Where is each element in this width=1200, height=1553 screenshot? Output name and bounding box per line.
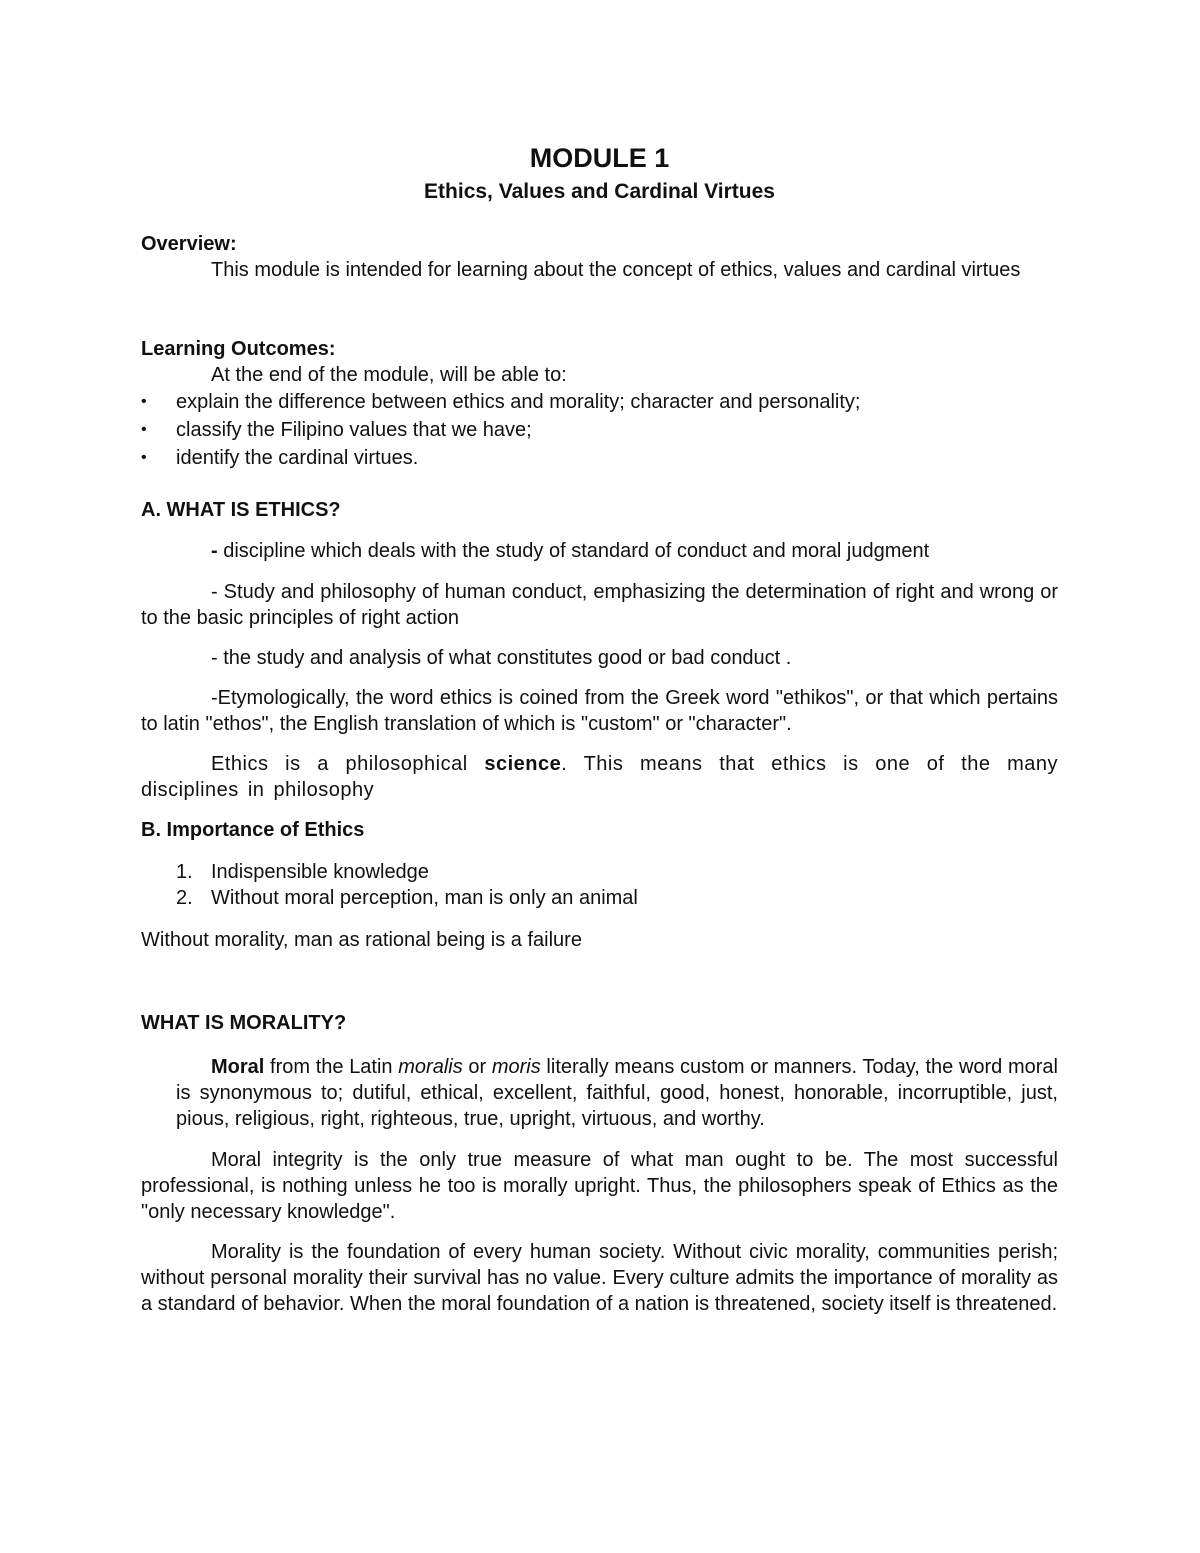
definition-text: discipline which deals with the study of standard of conduct and moral judgment <box>217 540 930 562</box>
ethics-etymology: -Etymologically, the word ethics is coined from the Greek word "ethikos", or that which pertains to latin "ethos", the English translation of which is "custom" or "character". <box>141 687 1058 735</box>
moralis-term: moralis <box>398 1056 463 1078</box>
section-b-heading: B. Importance of Ethics <box>141 819 365 841</box>
list-item <box>141 444 1058 472</box>
list-item <box>141 388 1058 416</box>
list-item-text: Indispensible knowledge <box>211 861 429 883</box>
importance-list <box>141 859 1058 911</box>
list-item-text: explain the difference between ethics and morality; character and personality; <box>176 391 861 413</box>
list-item-text: Without moral perception, man is only an animal <box>211 887 638 909</box>
list-number: 2. <box>176 887 193 909</box>
ethics-definition-2: - Study and philosophy of human conduct, emphasizing the determination of right and wrong or to the basic principles of right action <box>141 581 1058 629</box>
ethics-definition-1 <box>141 538 1058 564</box>
ethics-definition-3: - the study and analysis of what constitutes good or bad conduct . <box>211 647 792 669</box>
section-a-heading: A. WHAT IS ETHICS? <box>141 499 341 521</box>
list-number: 1. <box>176 861 193 883</box>
module-title: MODULE 1 <box>529 143 670 173</box>
learning-outcomes-list <box>141 388 1058 472</box>
bullet-icon: • <box>141 421 147 438</box>
moral-definition-paragraph <box>176 1054 1058 1132</box>
ethics-science-paragraph <box>141 751 1058 803</box>
moral-term: Moral <box>211 1056 265 1078</box>
overview-heading: Overview: <box>141 233 237 255</box>
moral-text-c: literally means custom or manners. Today, the word moral is synonymous to; dutiful, ethical, excellent, faithful, good, honest, honorable, incorruptible, just, pious, religious, right, righteous, true, upright, virtuous, and worthy. <box>176 1056 1058 1130</box>
module-subtitle: Ethics, Values and Cardinal Virtues <box>424 180 775 203</box>
list-item <box>176 859 1058 885</box>
science-post-text: . This means that ethics is one of the many disciplines in philosophy <box>141 753 1059 801</box>
moral-integrity-paragraph: Moral integrity is the only true measure of what man ought to be. The most successful professional, is nothing unless he too is morally upright. Thus, the philosophers speak of Ethics as the "only necessary knowledge". <box>141 1149 1058 1223</box>
learning-outcomes-heading: Learning Outcomes: <box>141 338 336 360</box>
moral-definition-block <box>141 1054 1058 1132</box>
moral-text-a: from the Latin <box>264 1056 399 1078</box>
list-item <box>176 885 1058 911</box>
learning-outcomes-intro: At the end of the module, will be able to: <box>211 364 567 386</box>
morality-heading: WHAT IS MORALITY? <box>141 1012 347 1034</box>
bullet-icon: • <box>141 449 147 466</box>
science-bold-text: science <box>484 753 562 775</box>
morality-foundation-paragraph: Morality is the foundation of every human society. Without civic morality, communities perish; without personal morality their survival has no value. Every culture admits the importance of morality as a standard of behavior. When the moral foundation of a nation is threatened, society itself is threatened. <box>141 1241 1058 1315</box>
moris-term: moris <box>491 1056 541 1078</box>
science-pre-text: Ethics is a philosophical <box>211 753 485 775</box>
bullet-icon: • <box>141 393 147 410</box>
definition-dash: - <box>211 540 218 562</box>
list-item-text: identify the cardinal virtues. <box>176 447 419 469</box>
moral-text-b: or <box>462 1056 492 1078</box>
overview-text: This module is intended for learning about the concept of ethics, values and cardinal virtues <box>211 259 1021 281</box>
importance-conclusion: Without morality, man as rational being is a failure <box>141 929 582 951</box>
list-item <box>141 416 1058 444</box>
list-item-text: classify the Filipino values that we have; <box>176 419 532 441</box>
